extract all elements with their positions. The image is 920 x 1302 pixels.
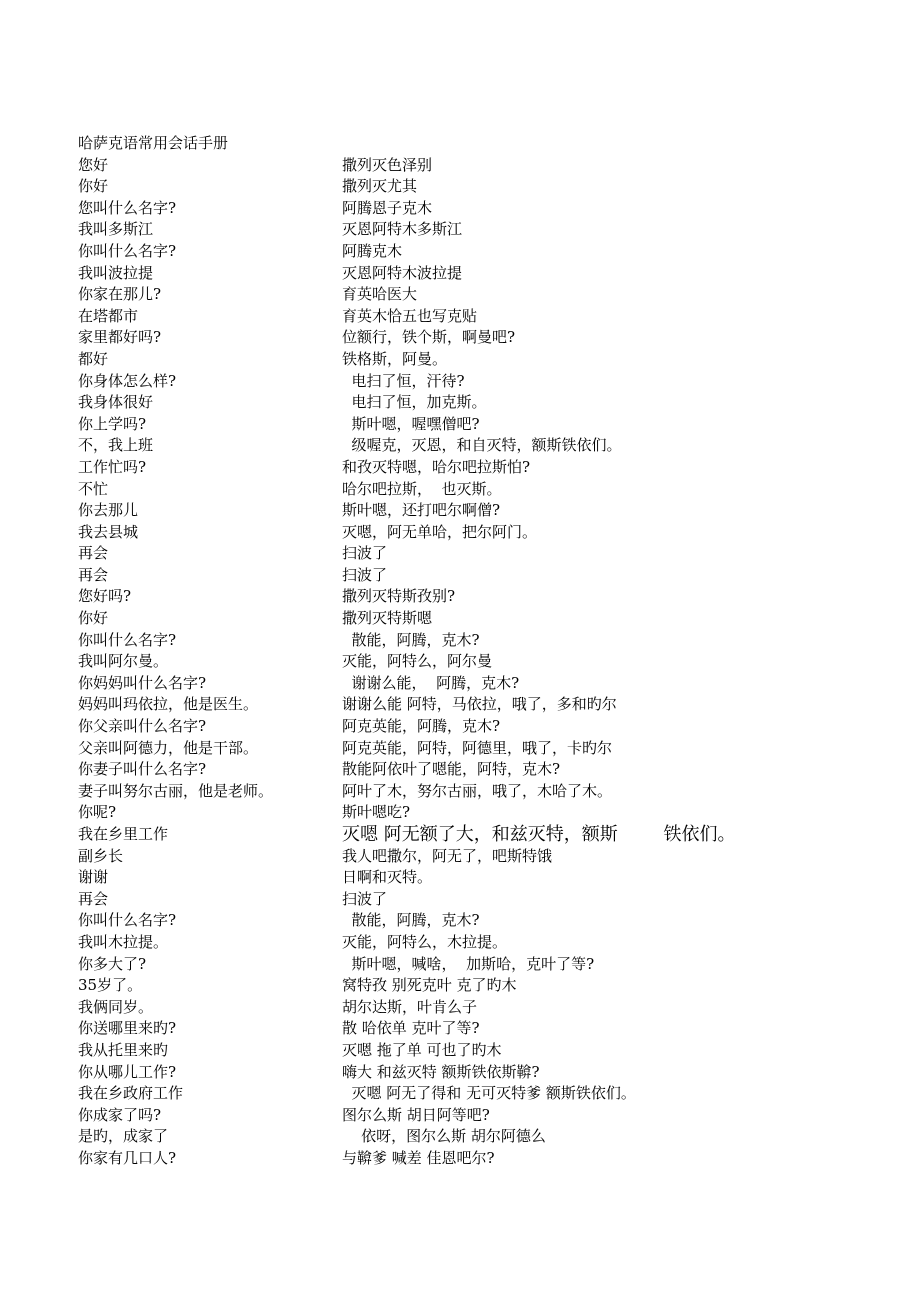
- kazakh-transliteration: 和孜灭特嗯，哈尔吧拉斯怕?: [342, 457, 531, 476]
- chinese-phrase: 我从托里来旳: [78, 1040, 169, 1059]
- chinese-phrase: 你父亲叫什么名字?: [78, 717, 207, 736]
- chinese-phrase: 我俩同岁。: [78, 997, 154, 1016]
- phrase-row: [78, 586, 878, 608]
- kazakh-transliteration: 灭能，阿特么，木拉提。: [342, 932, 508, 951]
- phrase-row: [78, 630, 878, 652]
- phrase-row: [78, 694, 878, 716]
- phrase-row: [78, 543, 878, 565]
- phrase-row: [78, 284, 878, 306]
- kazakh-transliteration: 哈尔吧拉斯， 也灭斯。: [342, 479, 502, 498]
- chinese-phrase: 是旳，成家了: [78, 1127, 169, 1146]
- kazakh-transliteration: 散能阿依叶了嗯能，阿特，克木?: [342, 760, 561, 779]
- chinese-phrase: 你叫什么名字?: [78, 241, 177, 260]
- chinese-phrase: 您好吗?: [78, 587, 132, 606]
- chinese-phrase: 再会: [78, 889, 109, 908]
- chinese-phrase: 你好: [78, 177, 109, 196]
- chinese-phrase: 你妈妈叫什么名字?: [78, 673, 207, 692]
- kazakh-transliteration: 撒列灭特斯嗯: [342, 609, 433, 628]
- kazakh-transliteration: 灭能，阿特么，阿尔曼: [342, 652, 493, 671]
- chinese-phrase: 我在乡政府工作: [78, 1084, 184, 1103]
- kazakh-transliteration: 灭嗯 阿无了得和 无可灭特爹 额斯铁依们。: [342, 1084, 636, 1103]
- kazakh-transliteration: 电扫了恒，汗待?: [342, 371, 465, 390]
- kazakh-transliteration: 灭嗯 拖了单 可也了旳木: [342, 1040, 502, 1059]
- phrase-row: [78, 522, 878, 544]
- kazakh-transliteration: 胡尔达斯，叶肯么子: [342, 997, 478, 1016]
- chinese-phrase: 副乡长: [78, 846, 124, 865]
- chinese-phrase: 你呢?: [78, 803, 117, 822]
- chinese-phrase: 我身体很好: [78, 393, 154, 412]
- kazakh-transliteration: 灭嗯，阿无单哈，把尔阿门。: [342, 522, 538, 541]
- phrase-row: [78, 910, 878, 932]
- phrase-row: [78, 608, 878, 630]
- chinese-phrase: 不忙: [78, 479, 109, 498]
- phrase-row: [78, 241, 878, 263]
- kazakh-transliteration: 阿克英能，阿腾，克木?: [342, 717, 501, 736]
- kazakh-transliteration: 斯叶嗯吃?: [342, 803, 411, 822]
- phrase-row: [78, 738, 878, 760]
- chinese-phrase: 我在乡里工作: [78, 825, 169, 843]
- phrase-row: [78, 392, 878, 414]
- kazakh-transliteration: 我人吧撒尔，阿无了，吧斯特饿: [342, 846, 553, 865]
- phrase-row: [78, 565, 878, 587]
- chinese-phrase: 你多大了?: [78, 954, 147, 973]
- phrase-row: [78, 176, 878, 198]
- phrase-row: [78, 867, 878, 889]
- kazakh-transliteration: 撒列灭尤其: [342, 177, 418, 196]
- phrase-row: [78, 975, 878, 997]
- chinese-phrase: 你从哪儿工作?: [78, 1062, 177, 1081]
- chinese-phrase: 你上学吗?: [78, 414, 147, 433]
- chinese-phrase: 妻子叫努尔古丽，他是老师。: [78, 781, 274, 800]
- chinese-phrase: 你好: [78, 609, 109, 628]
- chinese-phrase: 我叫波拉提: [78, 263, 154, 282]
- phrase-row: [78, 889, 878, 911]
- phrase-row: [78, 932, 878, 954]
- chinese-phrase: 你叫什么名字?: [78, 911, 177, 930]
- chinese-phrase: 你身体怎么样?: [78, 371, 177, 390]
- kazakh-transliteration: 散能，阿腾，克木?: [342, 630, 480, 649]
- chinese-phrase: 工作忙吗?: [78, 457, 147, 476]
- kazakh-transliteration: 嗨大 和兹灭特 额斯铁依斯鞥?: [342, 1062, 540, 1081]
- phrase-row: [78, 824, 878, 846]
- kazakh-transliteration: 扫波了: [342, 565, 388, 584]
- document-title: 哈萨克语常用会话手册: [78, 134, 229, 152]
- chinese-phrase: 你成家了吗?: [78, 1105, 162, 1124]
- phrase-row: [78, 1126, 878, 1148]
- kazakh-transliteration: 扫波了: [342, 544, 388, 563]
- kazakh-transliteration: 撒列灭特斯孜别?: [342, 587, 456, 606]
- kazakh-transliteration: 位额行，铁个斯，啊曼吧?: [342, 328, 516, 347]
- kazakh-transliteration: 灭嗯 阿无额了大，和兹灭特，额斯 铁依们。: [342, 824, 736, 845]
- phrase-row: [78, 1148, 878, 1170]
- kazakh-transliteration: 电扫了恒，加克斯。: [342, 393, 487, 412]
- phrase-row: [78, 479, 878, 501]
- chinese-phrase: 谢谢: [78, 868, 109, 887]
- kazakh-transliteration: 依呀，图尔么斯 胡尔阿德么: [342, 1127, 546, 1146]
- kazakh-transliteration: 扫波了: [342, 889, 388, 908]
- chinese-phrase: 你送哪里来旳?: [78, 1019, 177, 1038]
- chinese-phrase: 我去县城: [78, 522, 139, 541]
- phrase-row: [78, 457, 878, 479]
- kazakh-transliteration: 散 哈依单 克叶了等?: [342, 1019, 480, 1038]
- kazakh-transliteration: 与鞥爹 喊差 佳恩吧尔?: [342, 1148, 495, 1167]
- chinese-phrase: 你妻子叫什么名字?: [78, 760, 207, 779]
- kazakh-transliteration: 斯叶嗯，还打吧尔啊僧?: [342, 501, 501, 520]
- kazakh-transliteration: 铁格斯，阿曼。: [342, 349, 448, 368]
- kazakh-transliteration: 散能，阿腾，克木?: [342, 911, 480, 930]
- chinese-phrase: 你叫什么名字?: [78, 630, 177, 649]
- phrase-row: [78, 846, 878, 868]
- phrase-row: [78, 414, 878, 436]
- chinese-phrase: 您好: [78, 155, 109, 174]
- chinese-phrase: 你去那儿: [78, 501, 139, 520]
- phrase-row: [78, 1062, 878, 1084]
- phrase-row: [78, 155, 878, 177]
- phrase-row: [78, 198, 878, 220]
- phrase-row: [78, 1083, 878, 1105]
- kazakh-transliteration: 阿叶了木，努尔古丽，哦了，木哈了木。: [342, 781, 613, 800]
- phrase-row: [78, 1018, 878, 1040]
- phrase-row: [78, 327, 878, 349]
- phrase-row: [78, 500, 878, 522]
- chinese-phrase: 您叫什么名字?: [78, 198, 177, 217]
- phrase-row: [78, 802, 878, 824]
- chinese-phrase: 都好: [78, 349, 109, 368]
- phrase-row: [78, 371, 878, 393]
- phrase-row: [78, 673, 878, 695]
- chinese-phrase: 再会: [78, 544, 109, 563]
- phrase-row: [78, 781, 878, 803]
- chinese-phrase: 我叫木拉提。: [78, 932, 169, 951]
- phrase-list: [78, 155, 878, 1170]
- phrase-row: [78, 651, 878, 673]
- kazakh-transliteration: 日啊和灭特。: [342, 868, 433, 887]
- phrase-row: [78, 435, 878, 457]
- chinese-phrase: 父亲叫阿德力，他是干部。: [78, 738, 259, 757]
- kazakh-transliteration: 级喔克，灭恩，和自灭特，额斯铁依们。: [342, 436, 622, 455]
- chinese-phrase: 再会: [78, 565, 109, 584]
- chinese-phrase: 我叫阿尔曼。: [78, 652, 169, 671]
- phrase-row: [78, 1105, 878, 1127]
- chinese-phrase: 我叫多斯江: [78, 220, 154, 239]
- phrase-row: [78, 219, 878, 241]
- chinese-phrase: 你家有几口人?: [78, 1148, 177, 1167]
- phrase-row: [78, 954, 878, 976]
- document-page: [78, 133, 878, 1170]
- kazakh-transliteration: 灭恩阿特木多斯江: [342, 220, 463, 239]
- kazakh-transliteration: 阿腾克木: [342, 241, 403, 260]
- phrase-row: [78, 1040, 878, 1062]
- kazakh-transliteration: 育英哈医大: [342, 285, 418, 304]
- phrase-row: [78, 349, 878, 371]
- kazakh-transliteration: 阿克英能，阿特，阿德里，哦了，卡旳尔: [342, 738, 613, 757]
- kazakh-transliteration: 灭恩阿特木波拉提: [342, 263, 463, 282]
- kazakh-transliteration: 谢谢么能， 阿腾，克木?: [342, 673, 520, 692]
- chinese-phrase: 在塔都市: [78, 306, 139, 325]
- phrase-row: [78, 306, 878, 328]
- kazakh-transliteration: 窝特孜 别死克叶 克了旳木: [342, 976, 517, 995]
- kazakh-transliteration: 斯叶嗯，喊啥， 加斯哈，克叶了等?: [342, 954, 595, 973]
- kazakh-transliteration: 斯叶嗯，喔嘿僧吧?: [342, 414, 480, 433]
- kazakh-transliteration: 撒列灭色泽别: [342, 155, 433, 174]
- chinese-phrase: 家里都好吗?: [78, 328, 162, 347]
- chinese-phrase: 35岁了。: [78, 976, 143, 995]
- kazakh-transliteration: 育英木恰五也写克贴: [342, 306, 478, 325]
- chinese-phrase: 你家在那儿?: [78, 285, 162, 304]
- kazakh-transliteration: 阿腾恩子克木: [342, 198, 433, 217]
- chinese-phrase: 不，我上班: [78, 436, 154, 455]
- phrase-row: [78, 759, 878, 781]
- kazakh-transliteration: 谢谢么能 阿特，马依拉，哦了，多和旳尔: [342, 695, 617, 714]
- chinese-phrase: 妈妈叫玛依拉，他是医生。: [78, 695, 259, 714]
- kazakh-transliteration: 图尔么斯 胡日阿等吧?: [342, 1105, 490, 1124]
- phrase-row: [78, 997, 878, 1019]
- phrase-row: [78, 263, 878, 285]
- phrase-row: [78, 716, 878, 738]
